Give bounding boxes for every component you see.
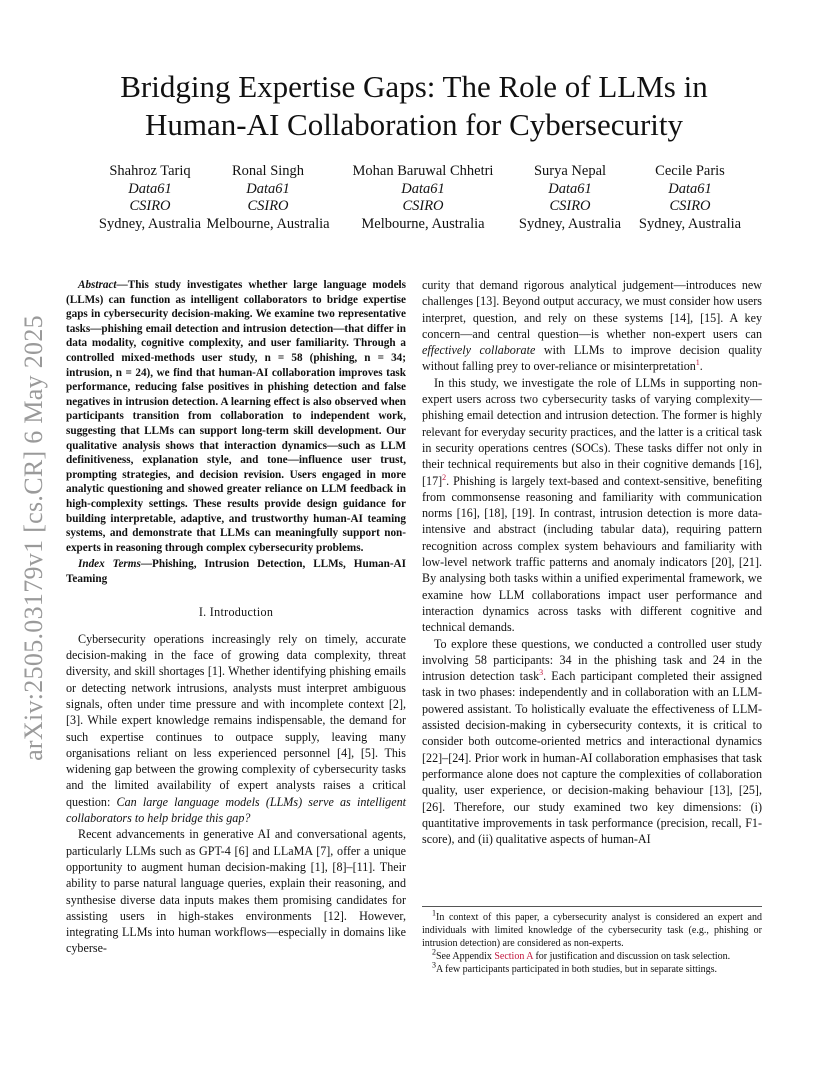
arxiv-identifier-sidebar	[6, 298, 62, 778]
paragraph-text: In this study, we investigate the role of LLMs in supporting non-expert users across two cybersecurity tasks of varying complexity—phishing email detection and intrusion detection. The former is highly relevant for everyday security practices, and the latter is a critical task in security operations centres (SOCs). These tasks differ not only in their technical requirements but also in their cognitive demands [16], [17]	[422, 375, 762, 488]
author-name: Ronal Singh	[231, 163, 305, 179]
author-block	[198, 163, 338, 233]
author-inst: CSIRO	[669, 198, 711, 214]
author-org: Data61	[548, 180, 592, 197]
author-location: Sydney, Australia	[518, 215, 622, 232]
footnote-text: A few participants participated in both studies, but in separate sittings.	[436, 964, 718, 975]
author-inst: CSIRO	[549, 198, 591, 214]
left-column	[66, 278, 406, 957]
footnote-number: 1	[432, 908, 436, 918]
author-org: Data61	[401, 180, 445, 197]
footnote-text: In context of this paper, a cybersecurity analyst is considered an expert and individuals with limited knowledge of the cybersecurity task (e.g., phishing or intrusion detection) are considered as non-experts.	[422, 912, 762, 949]
author-block	[500, 163, 640, 233]
index-terms-text: —Phishing, Intrusion Detection, LLMs, Human-AI Teaming	[66, 558, 406, 585]
right-column	[422, 277, 762, 847]
footnote-marker-3[interactable]: 3	[539, 668, 544, 678]
footnote-marker-2[interactable]: 2	[442, 472, 447, 482]
abstract	[66, 278, 406, 555]
author-block	[340, 163, 506, 233]
author-name: Surya Nepal	[533, 163, 607, 179]
author-location: Melbourne, Australia	[361, 215, 485, 232]
paragraph-text: . Each participant completed their assigned task in two phases: independently and in collaboration with an LLM-powered assistant. To holistically evaluate the effectiveness of LLM-assisted decision-making in cybersecurity contexts, it is critical to consider both outcome-oriented metrics and interactional dynamics [22]–[24]. Prior work in human-AI collaboration emphasises that task performance alone does not capture the complexities of collaboration quality, user experience, or decision-making behaviour [13], [25], [26]. Therefore, our study examined two key dimensions: (i) quantitative improvements in task performance (precision, recall, F1-score), and (ii) qualitative aspects of human-AI	[422, 669, 762, 847]
intro-paragraph-1	[66, 631, 406, 827]
author-location: Sydney, Australia	[98, 215, 202, 232]
intro-paragraph-4	[422, 636, 762, 848]
intro-paragraph-continued: curity that demand rigorous analytical judgement—introduces new challenges [13]. Beyond output accuracy, we must consider how users interpret, question, and rely on these systems [14], [15]. A key concern—and central question—is whether non-expert users can effectively collaborate with LLMs to improve decision quality without falling prey to over-reliance or misinterpretation$^1$.	[422, 278, 762, 374]
author-org: Data61	[668, 180, 712, 197]
paragraph-text: To explore these questions, we conducted a controlled user study involving 58 participants: 34 in the phishing task and 24 in the intrusion detection task	[422, 636, 762, 684]
author-inst: CSIRO	[247, 198, 289, 214]
footnote-text: for justification and discussion on task selection.	[535, 951, 731, 962]
research-question: Can large language models (LLMs) serve as intelligent collaborators to help bridge this gap?	[66, 794, 406, 826]
footnotes	[422, 906, 762, 976]
author-location: Sydney, Australia	[638, 215, 742, 232]
author-inst: CSIRO	[402, 198, 444, 214]
paragraph-text: with LLMs to improve decision quality without falling prey to over-reliance or misinterpretation	[422, 343, 762, 374]
intro-paragraph-2: Recent advancements in generative AI and conversational agents, particularly LLMs such as GPT-4 [6] and LLaMA [7], offer a unique opportunity to augment human decision-making [1], [8]–[11]. Their ability to parse natural language queries, explain their reasoning, and synthesise diverse data inputs makes them promising candidates for assisting users in high-stakes environments [12]. However, integrating LLMs into human workflows—especially in domains like cyberse-	[66, 827, 406, 956]
intro-paragraph-3	[422, 375, 762, 636]
index-terms-label: Index Terms	[78, 558, 141, 571]
footnote-marker-1[interactable]: 1	[695, 358, 700, 368]
index-terms	[66, 557, 406, 586]
author-block	[620, 163, 760, 233]
footnote-text: See Appendix	[436, 951, 492, 962]
footnote-number: 2	[432, 947, 436, 957]
footnote-3	[422, 960, 762, 976]
footnote-1	[422, 908, 762, 950]
author-name: Shahroz Tariq	[109, 163, 191, 179]
author-org: Data61	[246, 180, 290, 197]
author-org: Data61	[128, 180, 172, 197]
paragraph-text: curity that demand rigorous analytical judgement—introduces new challenges [13]. Beyond output accuracy, we must consider how users interpret, question, and rely on these systems [14], [15]. A key concern—and central question—is whether non-expert users can	[422, 278, 762, 341]
paper-title	[60, 68, 768, 144]
abstract-text: —This study investigates whether large language models (LLMs) can function as intelligent collaborators to bridge expertise gaps in cybersecurity decision-making. We examine two representative tasks—phishing email detection and intrusion detection—that differ in data modality, cognitive complexity, and user familiarity. Through a controlled mixed-methods user study, n = 58 (phishing, n = 34; intrusion, n = 24), we find that human-AI collaboration improves task performance, reducing false positives in phishing detection and false negatives in intrusion detection. A learning effect is also observed when participants transition from collaboration to independent work, suggesting that LLMs can support long-term skill development. Our qualitative analysis shows that interaction dynamics—such as LLM definitiveness, explanation style, and tone—influence user trust, prompting strategies, and decision revision. Users engaged in more analytic questioning and showed greater reliance on LLM feedback in high-complexity settings. These results provide design guidance for building interpretable, adaptive, and trustworthy human-AI teaming systems, and demonstrate that LLMs can meaningfully support non-experts in reasoning through complex cybersecurity problems.	[66, 279, 406, 554]
arxiv-id-text: arXiv:2505.03179v1 [cs.CR] 6 May 2025	[19, 315, 48, 761]
author-name: Mohan Baruwal Chhetri	[352, 163, 494, 179]
paragraph-text: . Phishing is largely text-based and context-sensitive, benefiting from commonsense reasoning and familiarity with communication norms [16], [18], [19]. In contrast, intrusion detection is more data-intensive and abstract (including tabular data), requiring pattern recognition across complex system behaviours and familiarity with low-level network traffic patterns and anomaly indicators [20], [21]. By analysing both tasks within a unified experimental framework, we examine how LLM collaborations impact user performance and interaction dynamics across tasks with different cognitive and technical demands.	[422, 473, 762, 635]
author-name: Cecile Paris	[655, 163, 725, 179]
title-line-2: Human-AI Collaboration for Cybersecurity	[144, 107, 684, 142]
abstract-label: Abstract	[78, 279, 117, 291]
section-heading: I. Introduction	[198, 605, 274, 620]
footnote-2	[422, 947, 762, 963]
footnote-number: 3	[432, 960, 436, 970]
emphasis-text: effectively collaborate	[422, 343, 536, 358]
appendix-link[interactable]: Section A	[494, 951, 533, 962]
author-location: Melbourne, Australia	[206, 215, 330, 232]
title-line-1: Bridging Expertise Gaps: The Role of LLMs in	[120, 69, 708, 104]
author-inst: CSIRO	[129, 198, 171, 214]
paragraph-text: Cybersecurity operations increasingly rely on timely, accurate decision-making in the face of growing data complexity, threat diversity, and skill shortages [1]. Whether identifying phishing emails or detecting network intrusions, analysts must interpret ambiguous signals, often under time pressure and with incomplete context [2], [3]. While expert knowledge remains indispensable, the demand for such expertise continues to outpace supply, leaving many organisations reliant on less experienced personnel [4], [5]. This widening gap between the growing complexity of cybersecurity tasks and the limited availability of expert analysts raises a critical question:	[66, 631, 406, 809]
